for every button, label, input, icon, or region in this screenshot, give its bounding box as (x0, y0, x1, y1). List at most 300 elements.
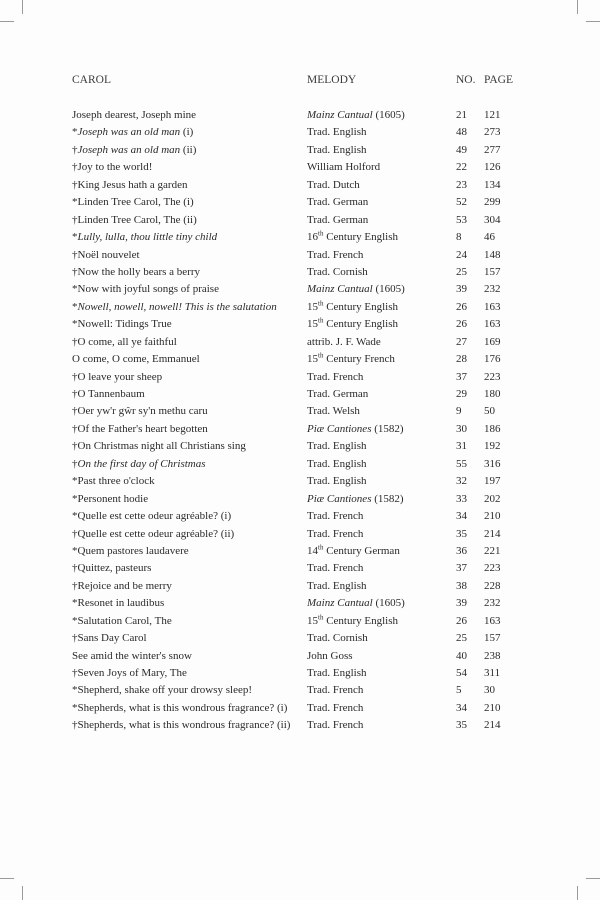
carol-title (72, 369, 162, 386)
carol-number: 40 (456, 649, 467, 662)
carol-number: 49 (456, 143, 467, 156)
melody-text: 16 (307, 231, 318, 244)
page-number: 223 (484, 562, 501, 575)
edition-mark: † (72, 161, 78, 174)
carol-title-text: Quelle est cette odeur agréable? (ii) (77, 527, 235, 540)
page-number: 299 (484, 196, 501, 209)
edition-mark: † (72, 265, 78, 278)
edition-mark: † (72, 248, 78, 261)
page-number: 134 (484, 178, 501, 191)
carol-title (72, 159, 152, 176)
index-row (0, 560, 600, 577)
carol-title-text: Joy to the world! (77, 161, 153, 174)
carol-number: 55 (456, 457, 467, 470)
carol-number: 5 (456, 684, 462, 697)
melody-text: Trad. French (307, 684, 364, 697)
index-row (0, 194, 600, 211)
edition-mark: † (72, 213, 78, 226)
carol-title-text: Of the Father's heart begotten (77, 422, 208, 435)
edition-mark: † (72, 405, 78, 418)
edition-mark: * (72, 544, 78, 557)
carol-title (72, 473, 155, 490)
carol-title-text: Lully, lulla, thou little tiny child (77, 231, 218, 244)
page-number: 30 (484, 684, 495, 697)
carol-title-text: King Jesus hath a garden (77, 178, 188, 191)
edition-mark: † (72, 527, 78, 540)
melody-text: Trad. French (307, 527, 364, 540)
carol-title-text: Shepherds, what is this wondrous fragrance? (i) (77, 701, 288, 714)
carol-title (72, 700, 287, 717)
page-number: 277 (484, 143, 501, 156)
edition-mark: † (72, 422, 78, 435)
melody-source (307, 578, 367, 595)
carol-title (72, 560, 151, 577)
index-row (0, 159, 600, 176)
carol-title (72, 456, 206, 473)
index-row (0, 177, 600, 194)
melody-text: Trad. Cornish (307, 632, 368, 645)
melody-text: Trad. Cornish (307, 265, 368, 278)
carol-number: 54 (456, 667, 467, 679)
melody-source (307, 613, 398, 630)
index-row (0, 682, 600, 699)
melody-source (307, 403, 360, 420)
index-row (0, 595, 600, 612)
edition-mark: * (72, 597, 78, 610)
carol-title-text: Joseph was an old man (77, 126, 181, 139)
melody-text: Piæ Cantiones (307, 422, 372, 435)
page-number: 176 (484, 353, 501, 366)
carol-title-text: Noël nouvelet (77, 248, 140, 261)
page-number: 126 (484, 161, 501, 174)
melody-source (307, 630, 368, 647)
melody-text: Trad. French (307, 719, 364, 732)
carol-title-text: Resonet in laudibus (77, 597, 165, 610)
page-number: 214 (484, 527, 501, 540)
carol-number: 31 (456, 440, 467, 453)
page-number: 202 (484, 492, 501, 505)
melody-source (307, 351, 395, 368)
melody-text: John Goss (307, 649, 353, 662)
melody-source (307, 264, 368, 281)
index-header (0, 74, 600, 90)
edition-mark: * (72, 300, 78, 313)
melody-suffix: (1605) (372, 283, 405, 296)
carol-title (72, 682, 252, 699)
index-row (0, 247, 600, 264)
page-number: 180 (484, 388, 501, 400)
carol-number: 53 (456, 213, 467, 226)
index-row (0, 491, 600, 508)
carol-title (72, 630, 147, 647)
index-row (0, 508, 600, 525)
carol-title (72, 142, 196, 159)
crop-mark (586, 878, 600, 879)
edition-mark: † (72, 388, 78, 400)
page-number: 273 (484, 126, 501, 139)
melody-suffix: Century English (323, 318, 399, 331)
index-row (0, 630, 600, 647)
melody-source (307, 159, 380, 176)
index-row (0, 264, 600, 281)
index-row (0, 107, 600, 124)
header-melody: MELODY (307, 74, 357, 86)
melody-text: Mainz Cantual (307, 109, 373, 121)
melody-text: William Holford (307, 161, 381, 174)
index-row (0, 142, 600, 159)
carol-number: 35 (456, 719, 467, 732)
carol-title (72, 578, 172, 595)
carol-title-text: Quelle est cette odeur agréable? (i) (77, 510, 232, 523)
melody-ordinal: th (318, 613, 324, 622)
melody-source (307, 491, 404, 508)
carol-title-text: Salutation Carol, The (77, 614, 172, 627)
carol-number: 26 (456, 318, 467, 331)
melody-source (307, 665, 367, 682)
edition-mark: * (72, 614, 78, 627)
edition-mark: * (72, 475, 78, 488)
edition-mark: † (72, 143, 78, 156)
melody-text: Trad. English (307, 143, 367, 156)
edition-mark: † (72, 719, 78, 732)
carol-title (72, 717, 290, 734)
melody-text: Trad. French (307, 370, 364, 383)
page-number: 228 (484, 579, 501, 592)
melody-text: Trad. Dutch (307, 178, 360, 191)
carol-title (72, 107, 196, 124)
edition-mark: † (72, 562, 78, 575)
carol-number: 26 (456, 614, 467, 627)
carol-title (72, 508, 231, 525)
index-row (0, 578, 600, 595)
page-number: 316 (484, 457, 501, 470)
melody-text: Trad. Welsh (307, 405, 360, 418)
page-number: 163 (484, 318, 501, 331)
index-row (0, 229, 600, 246)
index-row (0, 386, 600, 403)
carol-number: 30 (456, 422, 467, 435)
carol-number: 48 (456, 126, 467, 139)
edition-mark: † (72, 440, 78, 453)
melody-ordinal: th (318, 316, 324, 325)
melody-source (307, 560, 363, 577)
carol-title-text: Oer yw'r gŵr sy'n methu caru (77, 405, 208, 418)
carol-title-text: Past three o'clock (77, 475, 155, 488)
melody-text: Trad. German (307, 213, 369, 226)
melody-text: 14 (307, 544, 318, 557)
edition-mark: * (72, 492, 78, 505)
carol-title-text: Nowell, nowell, nowell! This is the salutation (77, 300, 277, 313)
melody-ordinal: th (318, 299, 324, 308)
melody-suffix: Century English (323, 231, 399, 244)
crop-mark (0, 21, 14, 22)
index-row (0, 438, 600, 455)
melody-source (307, 124, 367, 141)
page-number: 157 (484, 632, 501, 645)
carol-number: 52 (456, 196, 467, 209)
carol-title-text: Shepherds, what is this wondrous fragrance? (ii) (77, 719, 291, 732)
melody-suffix: Century English (323, 300, 399, 313)
page-number: 121 (484, 109, 501, 121)
edition-mark: † (72, 579, 78, 592)
melody-suffix: (1605) (372, 109, 405, 121)
carol-number: 34 (456, 510, 467, 523)
melody-text: 15 (307, 318, 318, 331)
melody-source (307, 543, 400, 560)
carol-title (72, 665, 187, 682)
carol-index-list (0, 107, 600, 735)
melody-source (307, 281, 405, 298)
carol-title (72, 247, 140, 264)
index-row (0, 124, 600, 141)
carol-title (72, 438, 246, 455)
melody-text: Trad. English (307, 475, 367, 488)
index-row (0, 700, 600, 717)
carol-title (72, 124, 193, 141)
index-row (0, 316, 600, 333)
carol-number: 25 (456, 632, 467, 645)
carol-number: 8 (456, 231, 462, 244)
carol-title-text: Rejoice and be merry (77, 579, 172, 592)
carol-title-text: O Tannenbaum (77, 388, 145, 400)
page-number: 197 (484, 475, 501, 488)
index-row (0, 543, 600, 560)
index-row (0, 212, 600, 229)
page-number: 304 (484, 213, 501, 226)
melody-ordinal: th (318, 351, 324, 360)
carol-title (72, 595, 164, 612)
carol-title-text: Linden Tree Carol, The (ii) (77, 213, 197, 226)
page-number: 46 (484, 231, 495, 244)
melody-source (307, 526, 363, 543)
melody-source (307, 717, 363, 734)
melody-suffix: Century French (323, 353, 395, 366)
carol-number: 27 (456, 335, 467, 348)
page-number: 210 (484, 701, 501, 714)
melody-source (307, 508, 363, 525)
carol-number: 22 (456, 161, 467, 174)
carol-title-text: O come, O come, Emmanuel (72, 353, 200, 366)
carol-title (72, 229, 217, 246)
melody-suffix: (1582) (371, 422, 404, 435)
edition-mark: * (72, 318, 78, 331)
melody-source (307, 177, 360, 194)
melody-suffix: Century German (323, 544, 400, 557)
page-number: 210 (484, 510, 501, 523)
carol-title-text: O leave your sheep (77, 370, 163, 383)
carol-number: 21 (456, 109, 467, 121)
melody-text: Trad. French (307, 701, 364, 714)
page-number: 50 (484, 405, 495, 418)
melody-text: Trad. French (307, 248, 364, 261)
index-row (0, 369, 600, 386)
edition-mark: * (72, 684, 78, 697)
melody-text: Piæ Cantiones (307, 492, 372, 505)
melody-source (307, 142, 367, 159)
carol-title-text: On the first day of Christmas (77, 457, 206, 470)
carol-title-suffix: (ii) (180, 143, 197, 156)
carol-title (72, 613, 172, 630)
carol-title-text: Now the holly bears a berry (77, 265, 200, 278)
carol-title (72, 299, 277, 316)
carol-number: 35 (456, 527, 467, 540)
carol-title-text: Personent hodie (77, 492, 149, 505)
index-row (0, 613, 600, 630)
edition-mark: † (72, 178, 78, 191)
carol-title (72, 212, 197, 229)
melody-suffix: Century English (323, 614, 399, 627)
edition-mark: * (72, 510, 78, 523)
carol-title (72, 421, 208, 438)
melody-source (307, 107, 405, 124)
melody-source (307, 473, 367, 490)
melody-text: Trad. English (307, 579, 367, 592)
melody-source (307, 334, 381, 351)
carol-number: 24 (456, 248, 467, 261)
carol-number: 34 (456, 701, 467, 714)
melody-suffix: (1605) (372, 597, 405, 610)
melody-source (307, 229, 398, 246)
index-row (0, 299, 600, 316)
page-number: 221 (484, 544, 501, 557)
carol-title (72, 491, 148, 508)
crop-mark (577, 886, 578, 900)
melody-text: Trad. German (307, 388, 369, 400)
carol-title (72, 526, 234, 543)
edition-mark: † (72, 667, 78, 679)
edition-mark: † (72, 632, 78, 645)
melody-text: 15 (307, 300, 318, 313)
carol-title (72, 177, 187, 194)
index-row (0, 473, 600, 490)
carol-title-text: Quittez, pasteurs (77, 562, 152, 575)
carol-title-text: See amid the winter's snow (72, 649, 192, 662)
edition-mark: * (72, 231, 78, 244)
carol-number: 29 (456, 388, 467, 400)
melody-source (307, 682, 363, 699)
melody-text: Trad. English (307, 126, 367, 139)
index-row (0, 648, 600, 665)
carol-title (72, 386, 145, 403)
carol-title (72, 403, 208, 420)
edition-mark: † (72, 370, 78, 383)
carol-title-text: Joseph was an old man (77, 143, 181, 156)
edition-mark: * (72, 283, 78, 296)
edition-mark: † (72, 457, 78, 470)
carol-title (72, 543, 189, 560)
index-row (0, 403, 600, 420)
carol-number: 39 (456, 597, 467, 610)
melody-source (307, 212, 368, 229)
index-row (0, 456, 600, 473)
index-row (0, 334, 600, 351)
melody-text: attrib. J. F. Wade (307, 335, 381, 348)
page-number: 157 (484, 265, 501, 278)
carol-title-text: O come, all ye faithful (77, 335, 177, 348)
index-row (0, 281, 600, 298)
melody-text: Trad. German (307, 196, 369, 209)
melody-ordinal: th (318, 543, 324, 552)
carol-title-text: Sans Day Carol (77, 632, 147, 645)
index-row (0, 717, 600, 734)
carol-title (72, 281, 219, 298)
carol-number: 37 (456, 370, 467, 383)
index-row (0, 665, 600, 682)
melody-source (307, 648, 353, 665)
melody-source (307, 421, 404, 438)
crop-mark (22, 0, 23, 14)
page-number: 169 (484, 335, 501, 348)
page-number: 214 (484, 719, 501, 732)
melody-source (307, 247, 363, 264)
page-number: 192 (484, 440, 501, 453)
carol-title (72, 264, 200, 281)
melody-suffix: (1582) (371, 492, 404, 505)
crop-mark (577, 0, 578, 14)
page-number: 311 (484, 667, 501, 679)
melody-source (307, 194, 368, 211)
melody-ordinal: th (318, 229, 324, 238)
crop-mark (586, 21, 600, 22)
melody-text: Trad. English (307, 457, 367, 470)
melody-text: Mainz Cantual (307, 283, 373, 296)
edition-mark: † (72, 335, 78, 348)
melody-text: Trad. French (307, 562, 364, 575)
melody-source (307, 316, 398, 333)
carol-title-text: Joseph dearest, Joseph mine (72, 109, 197, 121)
melody-source (307, 299, 398, 316)
carol-number: 9 (456, 405, 462, 418)
melody-source (307, 595, 405, 612)
carol-number: 38 (456, 579, 467, 592)
edition-mark: * (72, 196, 78, 209)
crop-mark (22, 886, 23, 900)
melody-text: Trad. French (307, 510, 364, 523)
carol-title (72, 351, 200, 368)
carol-number: 36 (456, 544, 467, 557)
page-number: 148 (484, 248, 501, 261)
melody-source (307, 386, 368, 403)
carol-title (72, 316, 172, 333)
carol-number: 23 (456, 178, 467, 191)
carol-number: 25 (456, 265, 467, 278)
page-number: 232 (484, 597, 501, 610)
melody-text: Mainz Cantual (307, 597, 373, 610)
edition-mark: * (72, 126, 78, 139)
melody-source (307, 369, 363, 386)
carol-title (72, 334, 177, 351)
melody-source (307, 700, 363, 717)
carol-title-text: Seven Joys of Mary, The (77, 667, 187, 679)
carol-title (72, 648, 192, 665)
index-row (0, 526, 600, 543)
index-row (0, 421, 600, 438)
header-page: PAGE (484, 74, 513, 86)
edition-mark: * (72, 701, 78, 714)
melody-text: Trad. English (307, 667, 367, 679)
page-number: 238 (484, 649, 501, 662)
index-row (0, 351, 600, 368)
melody-text: 15 (307, 353, 318, 366)
page-number: 163 (484, 614, 501, 627)
page-number: 223 (484, 370, 501, 383)
header-carol: CAROL (72, 74, 111, 86)
header-number: NO. (456, 74, 476, 86)
carol-number: 32 (456, 475, 467, 488)
melody-text: 15 (307, 614, 318, 627)
carol-title (72, 194, 194, 211)
carol-number: 26 (456, 300, 467, 313)
